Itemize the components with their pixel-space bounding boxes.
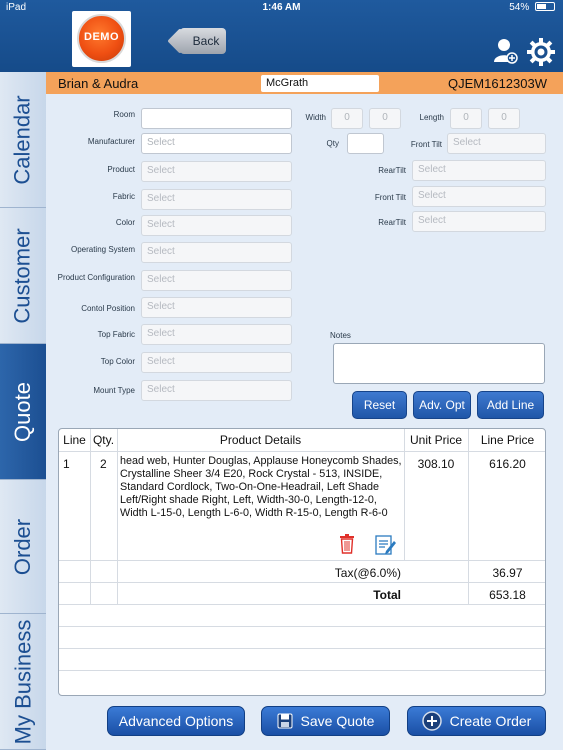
rear-tilt-label: RearTilt: [378, 166, 406, 175]
battery-percent: 54%: [509, 2, 530, 13]
create-order-label: Create Order: [449, 713, 532, 729]
sidebar-item-label: Customer: [10, 227, 36, 324]
notes-textarea[interactable]: [333, 343, 545, 384]
front-tilt-2-select[interactable]: Select: [412, 186, 546, 207]
total-label: Total: [373, 588, 401, 602]
device-name: iPad: [6, 2, 27, 13]
product-configuration-label: Product Configuration: [57, 273, 135, 282]
front-tilt-2-label: Front Tilt: [374, 193, 406, 202]
customer-last-name: McGrath: [261, 75, 379, 92]
row-unit-price: 308.10: [417, 457, 455, 471]
gear-icon[interactable]: [526, 37, 556, 67]
adv-opt-button[interactable]: Adv. Opt: [413, 391, 471, 419]
save-icon: [277, 713, 293, 729]
room-input[interactable]: [141, 108, 292, 129]
advanced-options-button[interactable]: [107, 706, 245, 736]
product-configuration-select[interactable]: Select: [141, 270, 292, 291]
trash-icon[interactable]: [339, 534, 355, 554]
logo-text: DEMO: [84, 31, 119, 43]
back-button[interactable]: Back: [180, 28, 226, 54]
tax-label: Tax(@6.0%): [334, 566, 401, 580]
top-fabric-label: Top Fabric: [97, 330, 135, 339]
add-line-button[interactable]: Add Line: [477, 391, 544, 419]
demo-logo: [72, 11, 131, 67]
length-label: Length: [419, 113, 444, 122]
product-select[interactable]: Select: [141, 161, 292, 182]
row-qty: 2: [100, 457, 107, 471]
operating-system-select[interactable]: Select: [141, 242, 292, 263]
mount-type-select[interactable]: Select: [141, 380, 292, 401]
width-label: Width: [305, 113, 326, 122]
quote-number: QJEM1612303W: [448, 76, 547, 91]
qty-label: Qty: [326, 139, 339, 148]
column-header-qty: Qty.: [92, 433, 115, 447]
sidebar-item-quote[interactable]: [0, 344, 46, 480]
control-position-label: Contol Position: [81, 304, 135, 313]
width-inches-input[interactable]: 0: [331, 108, 363, 129]
tax-value: 36.97: [492, 566, 523, 580]
battery-status: [509, 2, 555, 13]
battery-icon: [535, 2, 555, 11]
customer-bar: [46, 72, 563, 94]
top-color-label: Top Color: [100, 357, 135, 366]
manufacturer-select[interactable]: Select: [141, 133, 292, 154]
row-line-price: 616.20: [489, 457, 526, 471]
qty-input[interactable]: [347, 133, 384, 154]
rear-tilt-select[interactable]: Select: [412, 160, 546, 181]
manufacturer-label: Manufacturer: [87, 137, 135, 146]
add-circle-icon: [422, 711, 442, 731]
sidebar-item-my-business[interactable]: [0, 614, 46, 750]
row-product-details: head web, Hunter Douglas, Applause Honeycomb Shades, Crystalline Sheer 3/4 E20, Rock Crystal - 513, INSIDE, Standard Cordlock, Two-On-One-Headrail, Left Shade Left/Right shade Right, Left, Width-30-0, Length-12-0, Width L-15-0, Length L-6-0, Width R-15-0, Length R-6-0: [120, 455, 402, 519]
save-quote-label: Save Quote: [300, 713, 375, 729]
sidebar-item-customer[interactable]: [0, 208, 46, 344]
mount-type-label: Mount Type: [93, 386, 135, 395]
rear-tilt-2-label: RearTilt: [378, 218, 406, 227]
fabric-label: Fabric: [112, 192, 135, 201]
create-order-button[interactable]: [407, 706, 546, 736]
front-tilt-select[interactable]: Select: [447, 133, 546, 154]
room-label: Room: [113, 110, 135, 119]
sidebar-item-label: Quote: [10, 381, 35, 442]
color-label: Color: [115, 218, 135, 227]
rear-tilt-2-select[interactable]: Select: [412, 211, 546, 232]
product-label: Product: [107, 165, 135, 174]
row-line-number: 1: [63, 457, 70, 471]
top-color-select[interactable]: Select: [141, 352, 292, 373]
sidebar-item-label: Calendar: [10, 94, 35, 185]
sidebar-item-label: My Business: [10, 619, 35, 744]
column-header-line-price: Line Price: [480, 433, 535, 447]
advanced-options-label: Advanced Options: [118, 713, 234, 729]
operating-system-label: Operating System: [70, 245, 135, 254]
save-quote-button[interactable]: [261, 706, 390, 736]
sidebar-item-label: Order: [10, 518, 35, 575]
fabric-select[interactable]: Select: [141, 189, 292, 210]
length-inches-input[interactable]: 0: [450, 108, 482, 129]
top-fabric-select[interactable]: Select: [141, 324, 292, 345]
width-fraction-input[interactable]: 0: [369, 108, 401, 129]
color-select[interactable]: Select: [141, 215, 292, 236]
column-header-product-details: Product Details: [219, 433, 302, 447]
column-header-unit-price: Unit Price: [409, 433, 462, 447]
length-fraction-input[interactable]: 0: [488, 108, 520, 129]
column-header-line: Line: [63, 433, 86, 447]
sidebar: [0, 72, 46, 750]
clock: 1:46 AM: [262, 2, 301, 13]
notes-label: Notes: [330, 331, 351, 340]
app-header: [0, 0, 563, 76]
edit-icon[interactable]: [375, 535, 397, 555]
customer-first-names: Brian & Audra: [58, 76, 139, 91]
control-position-select[interactable]: Select: [141, 297, 292, 318]
sidebar-item-calendar[interactable]: [0, 72, 46, 208]
sidebar-item-order[interactable]: [0, 480, 46, 614]
quote-form: [46, 94, 563, 750]
reset-button[interactable]: Reset: [352, 391, 407, 419]
add-user-icon[interactable]: [494, 38, 518, 64]
front-tilt-label: Front Tilt: [410, 140, 442, 149]
total-value: 653.18: [489, 588, 526, 602]
line-items-table: [58, 428, 546, 696]
